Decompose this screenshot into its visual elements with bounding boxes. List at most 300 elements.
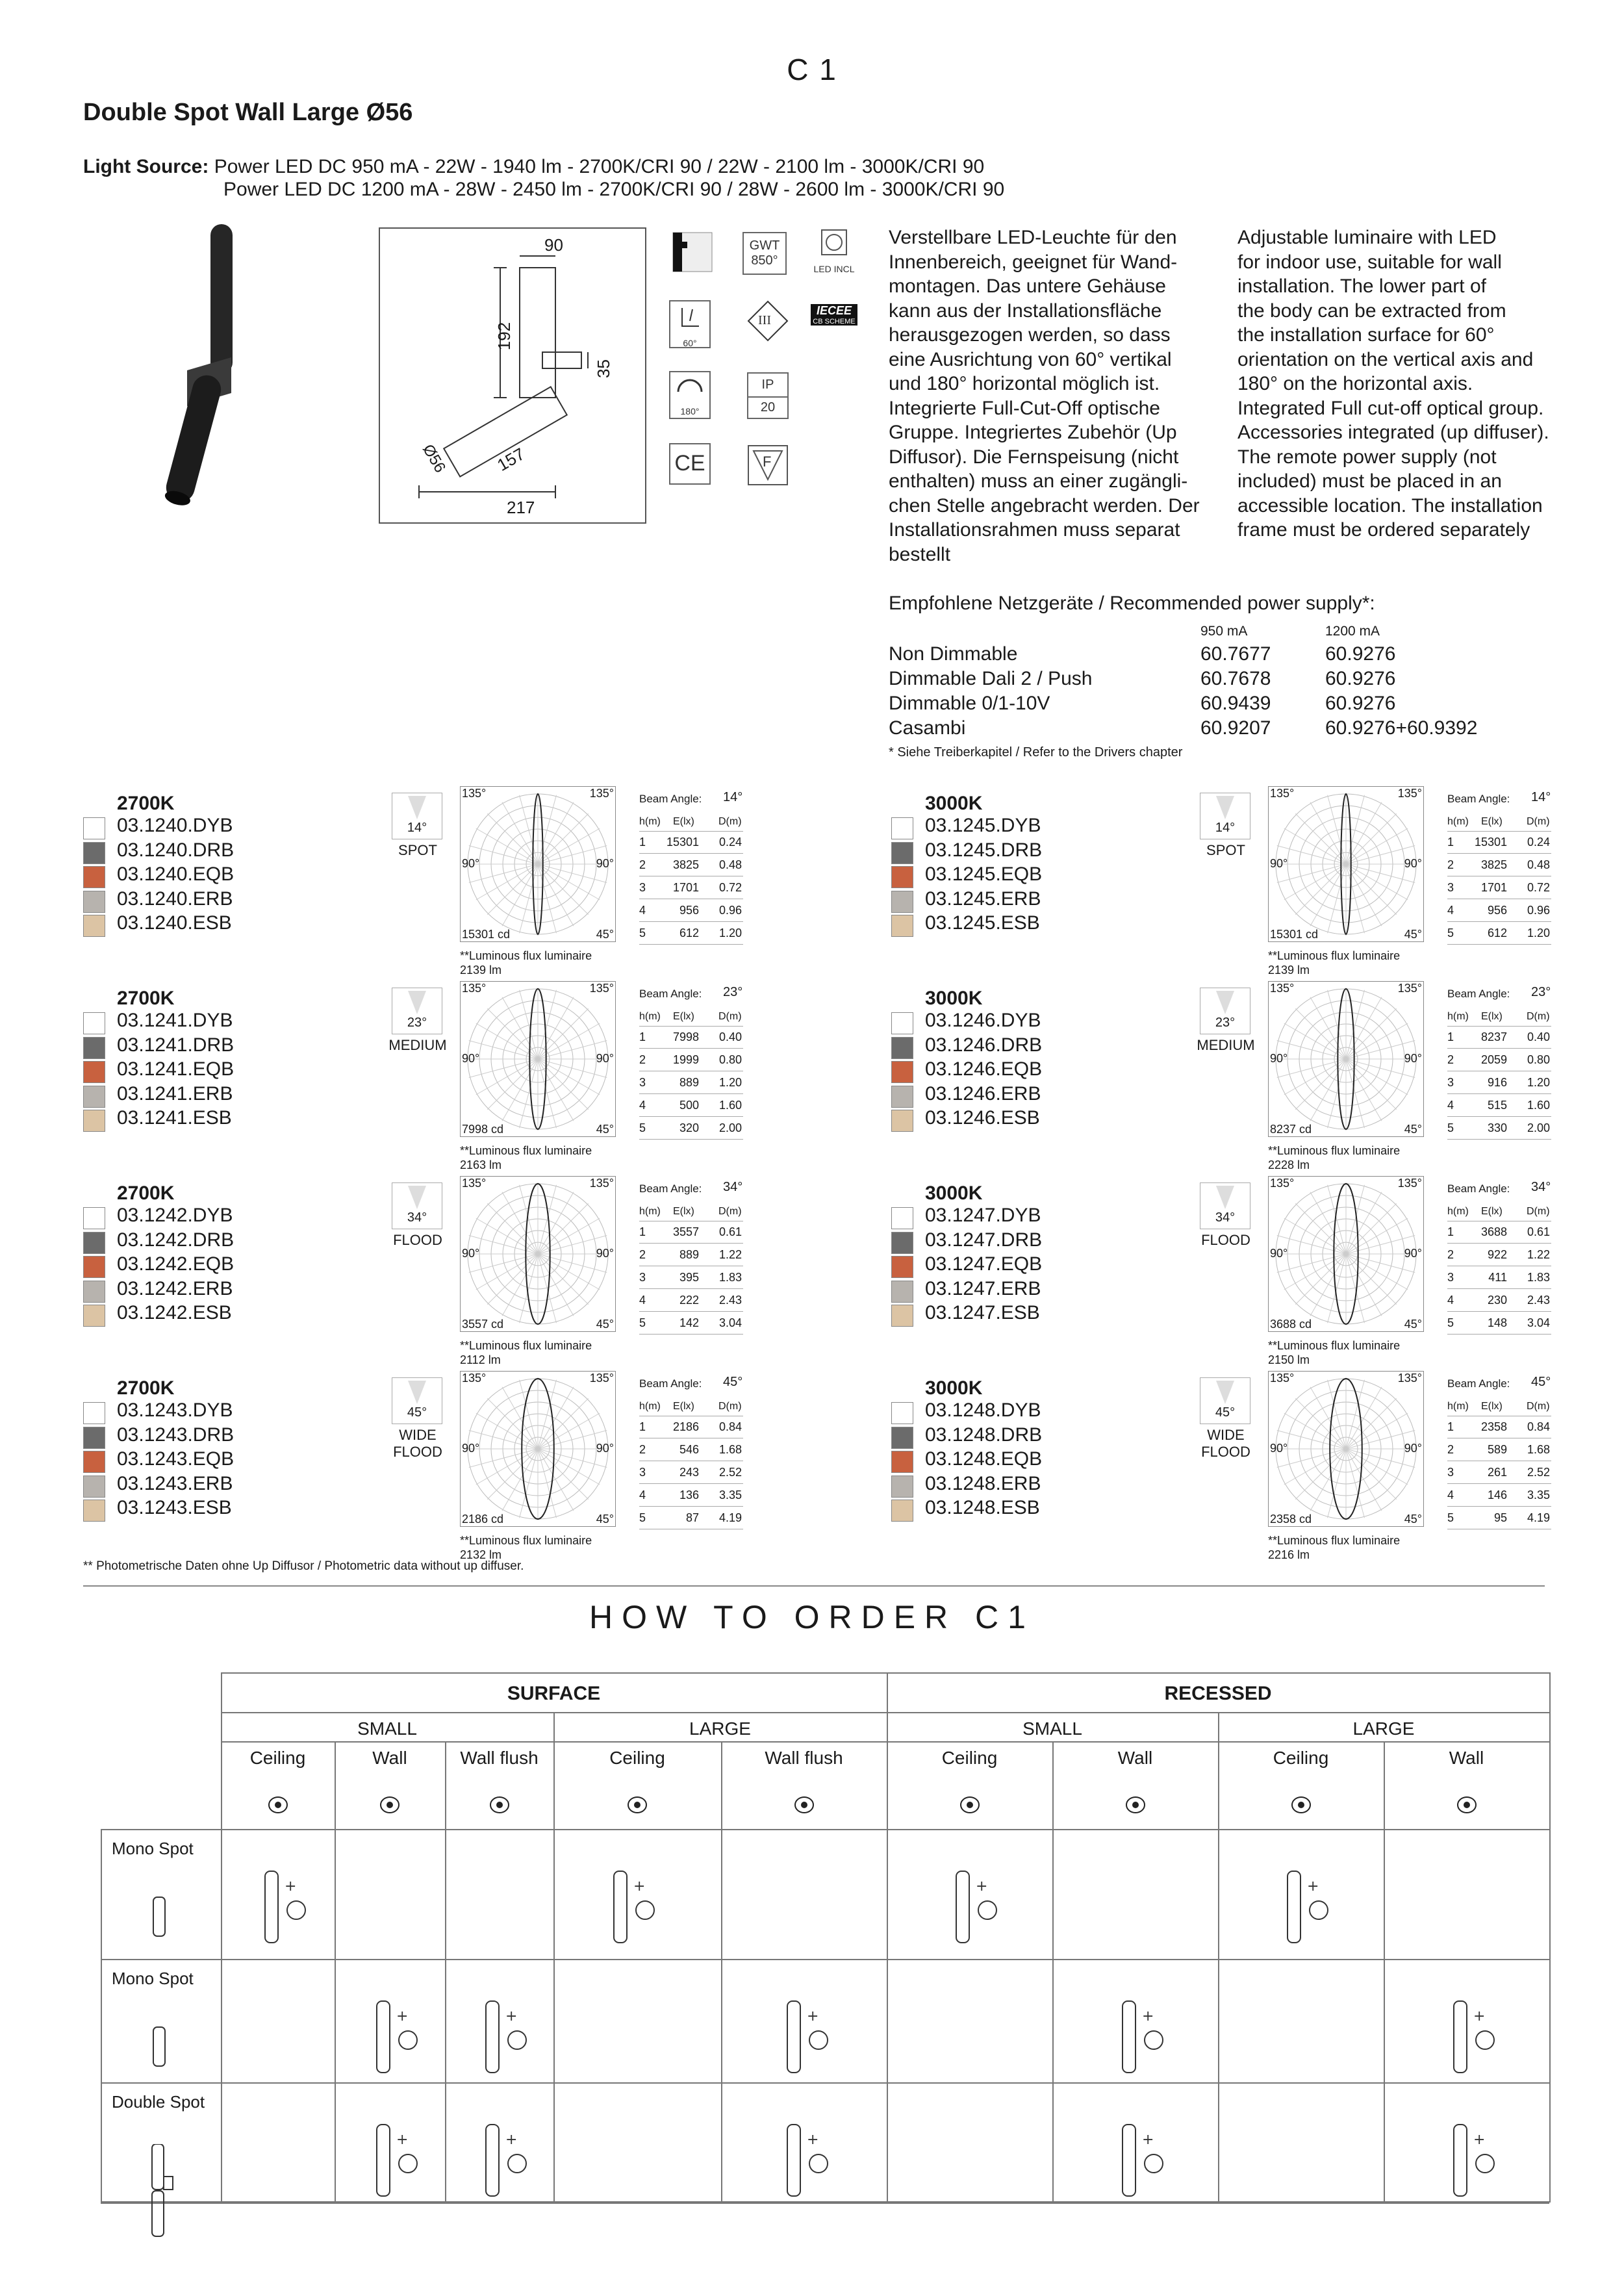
page-title: Double Spot Wall Large Ø56 — [83, 99, 413, 126]
peak-intensity: 2358 cd — [1270, 1513, 1312, 1526]
dim-offset: 35 — [593, 359, 613, 378]
col-h: h(m) — [639, 1206, 661, 1217]
beam-type: FLOOD — [1201, 1232, 1250, 1248]
polar-label-90-left: 90° — [462, 1247, 480, 1260]
finish-swatch — [83, 1305, 105, 1327]
polar-grid — [1269, 982, 1423, 1136]
finish-swatch — [891, 1012, 913, 1034]
color-temperature: 2700K — [117, 793, 175, 814]
row-h: 3 — [1447, 881, 1454, 894]
power-supply-code-950: 60.7677 — [1200, 643, 1271, 665]
mount-type-icon — [624, 1793, 650, 1817]
row-d: 1.83 — [718, 1271, 742, 1284]
beam-table-row — [1447, 1267, 1551, 1289]
row-d: 0.72 — [718, 881, 742, 894]
row-e: 1701 — [672, 881, 699, 894]
row-d: 0.72 — [1527, 881, 1550, 894]
finish-swatch — [891, 1427, 913, 1449]
col-d: D(m) — [1527, 1206, 1550, 1217]
row-e: 230 — [1487, 1294, 1507, 1307]
beam-table-header — [639, 1397, 743, 1416]
article-code: 03.1241.EQB — [117, 1058, 235, 1080]
row-d: 0.96 — [1527, 904, 1550, 917]
beam-table-row — [639, 923, 743, 945]
svg-text:+: + — [1142, 2132, 1154, 2148]
beam-table-row — [639, 1507, 743, 1529]
light-source-text-2: Power LED DC 1200 mA - 28W - 2450 lm - 2700K/CRI 90 / 28W - 2600 lm - 3000K/CRI 90 — [223, 179, 1005, 200]
flux-value: 2112 lm — [460, 1353, 501, 1366]
row-h: 3 — [639, 1076, 646, 1089]
article-code: 03.1247.ESB — [925, 1302, 1040, 1323]
article-code: 03.1243.ESB — [117, 1497, 232, 1518]
article-code: 03.1241.DYB — [117, 1010, 233, 1031]
article-code: 03.1248.ERB — [925, 1472, 1041, 1494]
article-code: 03.1247.DRB — [925, 1229, 1043, 1251]
polar-label-90-right: 90° — [1404, 1442, 1422, 1455]
row-d: 0.24 — [718, 836, 742, 849]
row-d: 2.43 — [1527, 1294, 1550, 1307]
row-e: 15301 — [666, 836, 699, 849]
configuration-icon — [357, 1982, 422, 2086]
beam-angle-icon — [392, 1182, 442, 1229]
configuration-icon — [1434, 2105, 1499, 2209]
polar-label-90-right: 90° — [596, 1052, 614, 1065]
beam-table-row — [639, 1244, 743, 1266]
row-d: 1.20 — [1527, 926, 1550, 939]
finish-swatch — [891, 1305, 913, 1327]
tilt-icon — [669, 300, 711, 348]
finish-swatch — [891, 817, 913, 839]
beam-angle-icon — [1200, 988, 1250, 1034]
row-h: 5 — [1447, 1121, 1454, 1134]
header-recessed-small: SMALL — [1022, 1718, 1082, 1739]
power-supply-code-950: 60.9439 — [1200, 693, 1271, 714]
row-h: 4 — [1447, 904, 1454, 917]
beam-table-row — [1447, 832, 1551, 854]
svg-text:+: + — [1142, 2008, 1154, 2025]
grid-line — [221, 1712, 1549, 1713]
row-d: 0.24 — [1527, 836, 1550, 849]
article-code: 03.1243.EQB — [117, 1448, 235, 1470]
finish-swatch — [891, 1281, 913, 1303]
spot-icon — [149, 1891, 169, 1949]
finish-swatch — [83, 1012, 105, 1034]
beam-table-angle: 14° — [723, 790, 743, 804]
finish-swatch — [83, 1451, 105, 1473]
polar-label-45: 45° — [1404, 928, 1422, 941]
polar-diagram — [460, 1371, 616, 1527]
row-d: 2.00 — [1527, 1121, 1550, 1134]
polar-grid — [1269, 787, 1423, 941]
description-line: frame must be ordered separately — [1237, 519, 1530, 541]
configuration-icon — [466, 1982, 531, 2086]
row-h: 5 — [1447, 926, 1454, 939]
article-code: 03.1242.DYB — [117, 1205, 233, 1226]
product-block — [891, 1177, 1624, 1377]
flux-label: Luminous flux luminaire — [469, 949, 592, 962]
luminous-flux — [460, 949, 592, 977]
row-e: 2358 — [1480, 1420, 1507, 1433]
luminous-flux — [1268, 1143, 1400, 1172]
polar-label-90-right: 90° — [1404, 1052, 1422, 1065]
beam-table-label: Beam Angle: — [639, 793, 702, 805]
row-d: 2.43 — [718, 1294, 742, 1307]
product-block — [891, 1372, 1624, 1572]
mount-wall: Wall — [372, 1748, 407, 1768]
row-d: 0.48 — [1527, 858, 1550, 871]
polar-label-45: 45° — [596, 1513, 614, 1526]
svg-text:+: + — [976, 1878, 988, 1895]
beam-table-header — [1447, 1007, 1551, 1027]
beam-table-row — [1447, 1416, 1551, 1438]
finish-swatch — [891, 1476, 913, 1498]
svg-text:+: + — [396, 2008, 409, 2025]
article-code: 03.1243.DRB — [117, 1424, 235, 1446]
finish-swatch — [891, 1207, 913, 1229]
description-line: Innenbereich, geeignet für Wand- — [889, 251, 1178, 273]
product-block — [83, 1177, 882, 1377]
header-surface: SURFACE — [507, 1683, 601, 1704]
polar-label-135-left: 135° — [462, 1177, 487, 1190]
led-included-icon — [810, 227, 858, 274]
flux-label: Luminous flux luminaire — [1277, 1534, 1401, 1547]
description-line: The remote power supply (not — [1237, 446, 1497, 468]
mount-ceiling: Ceiling — [249, 1748, 306, 1768]
row-h: 1 — [639, 1225, 646, 1238]
description-line: Adjustable luminaire with LED — [1237, 227, 1497, 248]
beam-angle-value: 34° — [407, 1210, 427, 1225]
col-e: E(lx) — [673, 1011, 694, 1022]
article-code: 03.1245.ERB — [925, 888, 1041, 910]
class-iii-label: III — [758, 313, 771, 327]
article-code: 03.1241.DRB — [117, 1034, 235, 1056]
beam-table-label: Beam Angle: — [1447, 988, 1510, 1000]
row-e: 148 — [1487, 1316, 1507, 1329]
how-to-order-title: HOW TO ORDER C1 — [589, 1599, 1035, 1635]
article-code: 03.1240.ESB — [117, 912, 232, 934]
row-e: 3557 — [672, 1225, 699, 1238]
beam-table-row — [1447, 1462, 1551, 1484]
row-d: 4.19 — [718, 1511, 742, 1524]
row-h: 1 — [1447, 1030, 1454, 1043]
row-h: 2 — [639, 1053, 646, 1066]
beam-table-row — [639, 900, 743, 922]
polar-diagram — [460, 786, 616, 942]
finish-swatch — [83, 1061, 105, 1083]
beam-table-row — [1447, 900, 1551, 922]
mount-ceiling: Ceiling — [941, 1748, 998, 1768]
product-block — [83, 787, 882, 988]
power-supply-code-1200: 60.9276 — [1325, 643, 1396, 665]
peak-intensity: 15301 cd — [462, 928, 511, 941]
description-line: 180° on the horizontal axis. — [1237, 373, 1473, 394]
row-d: 2.52 — [1527, 1466, 1550, 1479]
polar-label-45: 45° — [1404, 1318, 1422, 1331]
row-e: 612 — [679, 926, 699, 939]
gwt-icon — [742, 232, 787, 275]
row-h: 1 — [1447, 1420, 1454, 1433]
row-e: 3825 — [1480, 858, 1507, 871]
flux-mark: ** — [460, 1144, 470, 1157]
col-h: h(m) — [1447, 1206, 1469, 1217]
article-code: 03.1247.DYB — [925, 1205, 1041, 1226]
finish-swatch — [83, 1110, 105, 1132]
grid-line — [221, 1741, 1549, 1743]
grid-line — [1052, 1741, 1054, 2203]
color-temperature: 2700K — [117, 1377, 175, 1399]
col-h: h(m) — [639, 1401, 661, 1412]
article-code: 03.1248.EQB — [925, 1448, 1043, 1470]
polar-grid — [461, 982, 615, 1136]
finish-swatch — [83, 1207, 105, 1229]
dim-width: 90 — [544, 235, 563, 255]
col-e: E(lx) — [673, 1401, 694, 1412]
row-h: 3 — [1447, 1466, 1454, 1479]
svg-text:+: + — [1307, 1878, 1319, 1895]
power-supply-name: Dimmable Dali 2 / Push — [889, 668, 1093, 689]
row-h: 3 — [639, 1466, 646, 1479]
polar-label-90-right: 90° — [596, 1247, 614, 1260]
article-code: 03.1248.ESB — [925, 1497, 1040, 1518]
beam-angle-icon — [392, 793, 442, 839]
polar-label-45: 45° — [596, 1123, 614, 1136]
wall-mount-icon — [669, 229, 716, 275]
polar-label-45: 45° — [1404, 1123, 1422, 1136]
configuration-icon — [594, 1852, 659, 1956]
mount-wall: Wall — [1449, 1748, 1484, 1768]
flux-mark: ** — [1268, 949, 1278, 962]
description-line: Diffusor). Die Fernspeisung (nicht — [889, 446, 1179, 468]
beam-table-row — [1447, 1049, 1551, 1071]
row-e: 546 — [679, 1443, 699, 1456]
product-block — [891, 982, 1624, 1182]
beam-table-row — [1447, 1439, 1551, 1461]
power-supply-code-950: 60.7678 — [1200, 668, 1271, 689]
power-supply-name: Casambi — [889, 717, 966, 739]
description-line: Verstellbare LED-Leuchte für den — [889, 227, 1177, 248]
power-supply-title: Empfohlene Netzgeräte / Recommended power supply*: — [889, 593, 1375, 614]
row-e: 916 — [1487, 1076, 1507, 1089]
finish-swatch — [891, 1451, 913, 1473]
grid-line — [101, 1829, 102, 2203]
row-d: 0.48 — [718, 858, 742, 871]
polar-label-90-left: 90° — [1270, 1052, 1288, 1065]
color-temperature: 3000K — [925, 1182, 983, 1204]
grid-line — [221, 1672, 1549, 1674]
header-recessed: RECESSED — [1164, 1683, 1272, 1704]
description-line: installation. The lower part of — [1237, 275, 1486, 297]
mount-type-icon — [957, 1793, 983, 1817]
beam-type: MEDIUM — [388, 1037, 447, 1053]
beam-table-row — [639, 1312, 743, 1335]
article-code: 03.1241.ERB — [117, 1082, 233, 1105]
beam-table-row — [639, 1095, 743, 1117]
article-code: 03.1246.EQB — [925, 1058, 1043, 1080]
flux-mark: ** — [1268, 1534, 1278, 1547]
beam-type: WIDE — [1207, 1427, 1245, 1443]
power-supply-code-1200: 60.9276+60.9392 — [1325, 717, 1478, 739]
row-h: 3 — [1447, 1271, 1454, 1284]
row-h: 4 — [1447, 1099, 1454, 1112]
configuration-icon — [937, 1852, 1002, 1956]
row-e: 956 — [1487, 904, 1507, 917]
row-h: 2 — [1447, 858, 1454, 871]
beam-table-row — [1447, 1312, 1551, 1335]
finish-swatch — [891, 1061, 913, 1083]
ip-rating-icon — [747, 372, 789, 419]
flux-value: 2132 lm — [460, 1548, 502, 1561]
row-e: 8237 — [1480, 1030, 1507, 1043]
configuration-icon — [1268, 1852, 1333, 1956]
polar-label-90-right: 90° — [596, 857, 614, 870]
beam-table-header — [639, 1202, 743, 1221]
svg-text:+: + — [1473, 2132, 1486, 2148]
beam-type: SPOT — [1206, 842, 1245, 858]
finish-swatch — [83, 1086, 105, 1108]
configuration-icon — [1103, 2105, 1168, 2209]
beam-type: SPOT — [398, 842, 437, 858]
led-incl-label: LED INCL — [813, 264, 855, 274]
row-h: 3 — [1447, 1076, 1454, 1089]
beam-table-label: Beam Angle: — [639, 1377, 702, 1390]
row-d: 0.96 — [718, 904, 742, 917]
mount-type-icon — [1123, 1793, 1148, 1817]
row-h: 3 — [639, 881, 646, 894]
polar-label-90-left: 90° — [462, 1442, 480, 1455]
row-e: 330 — [1487, 1121, 1507, 1134]
grid-line — [1549, 1672, 1551, 2203]
description-line: accessible location. The installation — [1237, 494, 1543, 517]
svg-text:+: + — [633, 1878, 646, 1895]
finish-swatch — [891, 891, 913, 913]
beam-table-angle: 23° — [1531, 985, 1551, 999]
row-e: 87 — [685, 1511, 699, 1524]
f-mark-icon — [747, 444, 789, 486]
beam-table-row — [1447, 1244, 1551, 1266]
beam-table-row — [639, 1027, 743, 1049]
finish-swatch — [83, 1500, 105, 1522]
finish-swatch — [83, 1402, 105, 1424]
beam-angle-icon — [1200, 793, 1250, 839]
polar-label-135-right: 135° — [1397, 787, 1422, 800]
description-line: Installationsrahmen muss separat — [889, 519, 1180, 541]
beam-type: WIDE — [399, 1427, 437, 1443]
beam-table-row — [1447, 1221, 1551, 1244]
power-supply-col2: 1200 mA — [1325, 624, 1380, 639]
luminous-flux — [1268, 1338, 1400, 1367]
row-d: 0.40 — [718, 1030, 742, 1043]
beam-table-row — [1447, 1485, 1551, 1507]
dim-total: 217 — [507, 498, 535, 517]
col-e: E(lx) — [1481, 816, 1503, 827]
col-e: E(lx) — [1481, 1011, 1503, 1022]
finish-swatch — [83, 915, 105, 937]
finish-swatch — [83, 891, 105, 913]
order-row-label: Mono Spot — [112, 1839, 194, 1858]
beam-angle-icon — [1200, 1377, 1250, 1424]
finish-swatch — [891, 1037, 913, 1059]
article-code: 03.1240.DYB — [117, 815, 233, 836]
mount-wall: Wall — [1117, 1748, 1153, 1768]
finish-swatch — [891, 915, 913, 937]
flux-label: Luminous flux luminaire — [469, 1339, 592, 1352]
article-code: 03.1246.DRB — [925, 1034, 1043, 1056]
row-h: 1 — [639, 1420, 646, 1433]
row-e: 515 — [1487, 1099, 1507, 1112]
row-d: 0.80 — [718, 1053, 742, 1066]
row-d: 1.60 — [1527, 1099, 1550, 1112]
dim-height: 192 — [494, 322, 514, 351]
grid-line — [721, 1741, 722, 2203]
beam-table-row — [639, 1439, 743, 1461]
finish-swatch — [83, 1232, 105, 1254]
article-code: 03.1245.EQB — [925, 863, 1043, 885]
beam-table-row — [1447, 1290, 1551, 1312]
row-h: 5 — [1447, 1511, 1454, 1524]
power-supply-name: Non Dimmable — [889, 643, 1018, 665]
polar-label-135-right: 135° — [589, 982, 614, 995]
row-d: 1.83 — [1527, 1271, 1550, 1284]
article-code: 03.1242.ESB — [117, 1302, 232, 1323]
col-d: D(m) — [1527, 816, 1550, 827]
flux-mark: ** — [460, 1534, 470, 1547]
flux-label: Luminous flux luminaire — [1277, 1339, 1401, 1352]
description-de — [889, 225, 1200, 567]
beam-angle-value: 23° — [1215, 1016, 1236, 1030]
row-e: 2186 — [672, 1420, 699, 1433]
beam-table-row — [1447, 923, 1551, 945]
flux-value: 2139 lm — [1268, 964, 1310, 977]
section-code: C 1 — [787, 53, 837, 86]
configuration-icon — [768, 1982, 833, 2086]
beam-angle-value: 45° — [407, 1405, 427, 1420]
beam-table-label: Beam Angle: — [639, 988, 702, 1000]
beam-table-row — [1447, 1507, 1551, 1529]
col-e: E(lx) — [673, 1206, 694, 1217]
description-line: montagen. Das untere Gehäuse — [889, 275, 1166, 297]
description-line: bestellt — [889, 543, 951, 565]
row-h: 2 — [1447, 1053, 1454, 1066]
polar-label-135-left: 135° — [1270, 1372, 1295, 1385]
row-e: 243 — [679, 1466, 699, 1479]
row-h: 3 — [639, 1271, 646, 1284]
beam-table-header — [639, 1007, 743, 1027]
polar-diagram — [460, 1176, 616, 1332]
dim-diameter: Ø56 — [419, 441, 450, 476]
row-e: 3825 — [672, 858, 699, 871]
mount-type-icon — [487, 1793, 513, 1817]
power-supply-code-1200: 60.9276 — [1325, 668, 1396, 689]
ce-mark-icon: CE — [669, 443, 711, 485]
power-supply-code-1200: 60.9276 — [1325, 693, 1396, 714]
finish-swatch — [83, 842, 105, 864]
polar-label-135-right: 135° — [589, 1177, 614, 1190]
row-h: 5 — [639, 1316, 646, 1329]
col-h: h(m) — [1447, 816, 1469, 827]
description-line: Integrated Full cut-off optical group. — [1237, 397, 1544, 419]
svg-text:+: + — [505, 2008, 518, 2025]
beam-table-row — [639, 1290, 743, 1312]
row-d: 2.00 — [718, 1121, 742, 1134]
beam-type-2: FLOOD — [393, 1444, 442, 1460]
finish-swatch — [83, 1037, 105, 1059]
row-h: 1 — [1447, 1225, 1454, 1238]
row-h: 2 — [1447, 1248, 1454, 1261]
row-h: 4 — [639, 1294, 646, 1307]
luminous-flux — [460, 1533, 592, 1562]
finish-swatch — [891, 842, 913, 864]
row-h: 5 — [639, 1121, 646, 1134]
